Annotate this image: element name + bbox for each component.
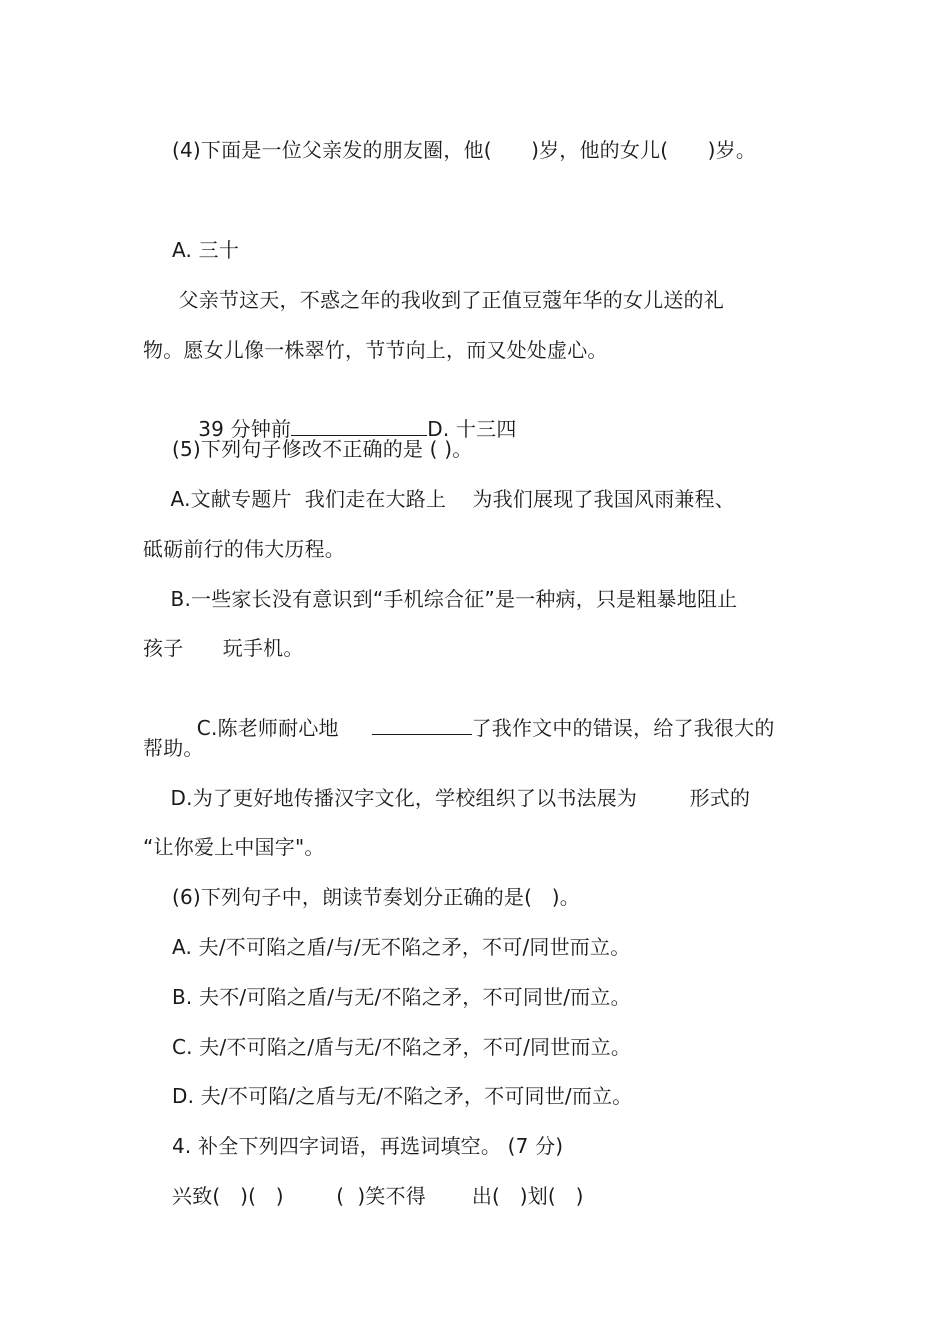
q5-option-c-pre: C.陈老师耐心地: [190, 716, 372, 740]
q6-option-d: D. 夫/不可陷/之盾与无/不陷之矛，不可同世/而立。: [172, 1084, 633, 1108]
q5-option-d-line2: “让你爱上中国字"。: [143, 835, 325, 859]
q5-option-a-line2: 砥砺前行的伟大历程。: [143, 537, 345, 561]
q5-option-d-line1: D.为了更好地传播汉字文化，学校组织了以书法展为 形式的: [164, 786, 751, 810]
q4-post-line2: 物。愿女儿像一株翠竹，节节向上，而又处处虚心。: [143, 338, 608, 362]
q5-option-b-line1: B.一些家长没有意识到“手机综合征”是一种病，只是粗暴地阻止: [164, 587, 738, 611]
q4-time-text: 39 分钟前: [198, 417, 292, 441]
q5-option-b-line2: 孩子 玩手机。: [143, 636, 304, 660]
q6-stem: (6)下列句子中，朗读节奏划分正确的是( )。: [172, 885, 581, 909]
answer-blank: [291, 413, 427, 436]
q4-stem: (4)下面是一位父亲发的朋友圈，他( )岁，他的女儿( )岁。: [172, 138, 757, 162]
q5-option-c-post: 了我作文中的错误，给了我很大的: [471, 716, 775, 740]
q4-option-a: A. 三十: [172, 238, 240, 262]
q5-option-c-line1: [164, 684, 775, 770]
q4-post-line1: 父亲节这天，不惑之年的我收到了正值豆蔻年华的女儿送的礼: [172, 288, 724, 312]
q6-option-b: B. 夫不/可陷之盾/与无/不陷之矛，不可同世/而立。: [172, 985, 631, 1009]
q5-option-a-line1: A.文献专题片 我们走在大路上 为我们展现了我国风雨兼程、: [164, 487, 735, 511]
q4-option-d: D. 十三四: [427, 417, 517, 441]
q-4-stem: 4. 补全下列四字词语，再选词填空。 (7 分): [172, 1134, 564, 1158]
q-4-items: 兴致( )( ) ( )笑不得 出( )划( ): [172, 1184, 584, 1208]
q5-option-c-line2: 帮助。: [143, 736, 204, 760]
q5-stem: (5)下列句子修改不正确的是 ( )。: [172, 437, 473, 461]
answer-blank: [372, 712, 472, 735]
q6-option-c: C. 夫/不可陷之/盾与无/不陷之矛，不可/同世而立。: [172, 1035, 632, 1059]
q6-option-a: A. 夫/不可陷之盾/与/无不陷之矛，不可/同世而立。: [172, 935, 631, 959]
